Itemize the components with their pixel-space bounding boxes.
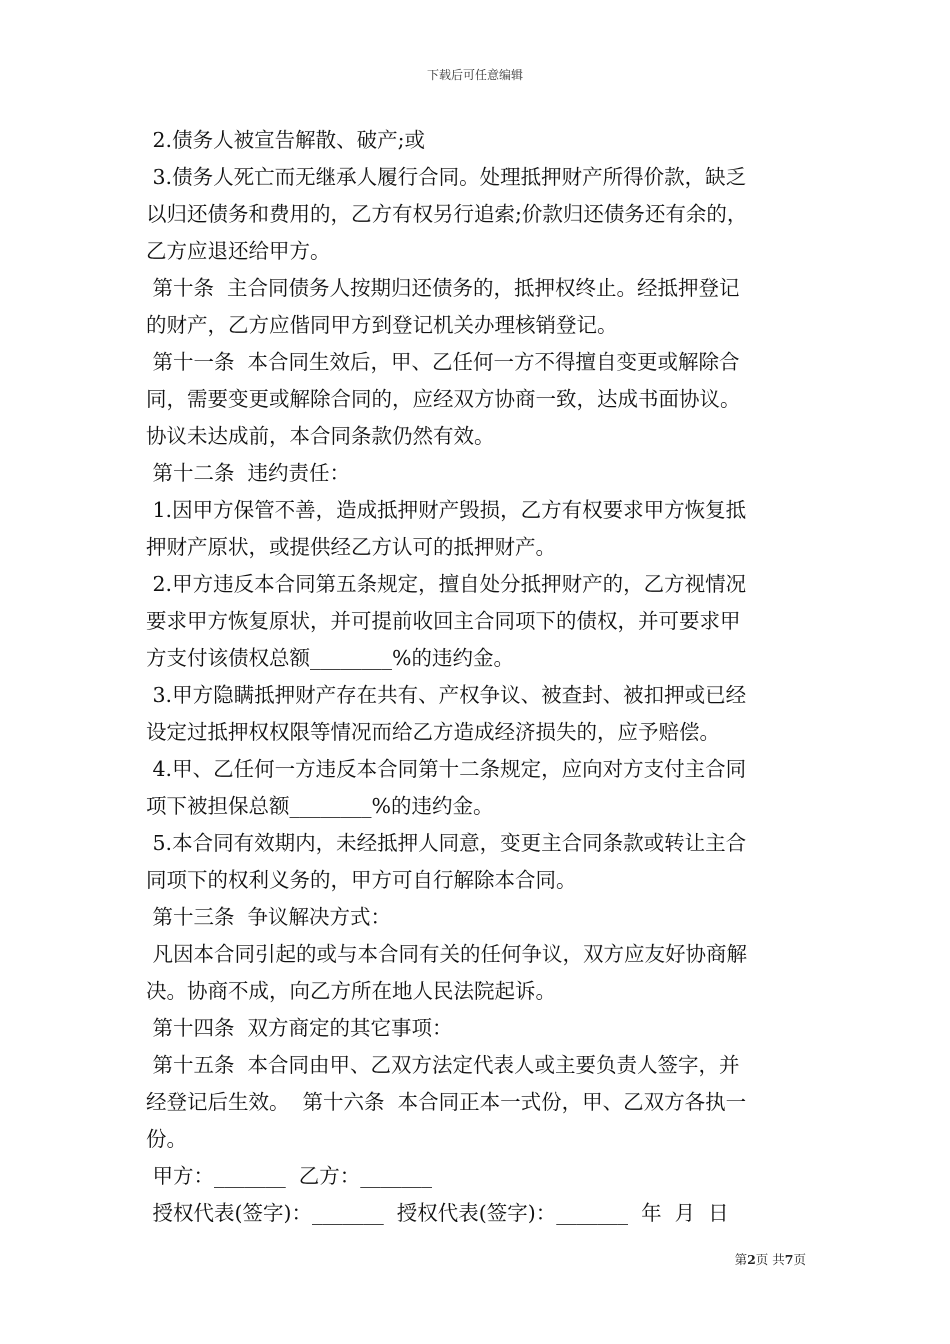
body-line: 第十一条 本合同生效后，甲、乙任何一方不得擅自变更或解除合 <box>146 350 740 374</box>
body-line: 第十四条 双方商定的其它事项： <box>146 1016 453 1040</box>
body-line: 第十五条 本合同由甲、乙双方法定代表人或主要负责人签字，并 <box>146 1053 740 1077</box>
document-body <box>146 122 806 1232</box>
body-line: 的财产，乙方应偕同甲方到登记机关办理核销登记。 <box>146 313 618 337</box>
body-line: 4.甲、乙任何一方违反本合同第十二条规定，应向对方支付主合同 <box>146 757 747 781</box>
body-line: 2.债务人被宣告解散、破产;或 <box>146 128 425 152</box>
body-line: 第十三条 争议解决方式： <box>146 905 392 929</box>
page-number <box>735 1250 806 1268</box>
body-line: 1.因甲方保管不善，造成抵押财产毁损，乙方有权要求甲方恢复抵 <box>146 498 747 522</box>
body-line: 设定过抵押权权限等情况而给乙方造成经济损失的，应予赔偿。 <box>146 720 720 744</box>
signature-line: 授权代表(签字)：_______ 授权代表(签字)：_______ 年 月 日 <box>146 1201 729 1225</box>
current-page: 2 <box>747 1252 756 1267</box>
page-number-suffix: 页 <box>793 1252 806 1267</box>
body-line: 份。 <box>146 1127 187 1151</box>
body-line: 第十二条 违约责任： <box>146 461 351 485</box>
signature-line: 甲方：_______ 乙方：_______ <box>146 1164 433 1188</box>
body-line: 乙方应退还给甲方。 <box>146 239 331 263</box>
body-line: 5.本合同有效期内，未经抵押人同意，变更主合同条款或转让主合 <box>146 831 747 855</box>
body-line: 押财产原状，或提供经乙方认可的抵押财产。 <box>146 535 556 559</box>
body-line: 3.债务人死亡而无继承人履行合同。处理抵押财产所得价款，缺乏 <box>146 165 747 189</box>
body-line: 要求甲方恢复原状，并可提前收回主合同项下的债权，并可要求甲 <box>146 609 741 633</box>
page-number-prefix: 第 <box>734 1252 748 1267</box>
body-line: 方支付该债权总额________%的违约金。 <box>146 646 514 670</box>
body-line: 经登记后生效。 第十六条 本合同正本一式份，甲、乙双方各执一 <box>146 1090 747 1114</box>
body-line: 2.甲方违反本合同第五条规定，擅自处分抵押财产的，乙方视情况 <box>146 572 747 596</box>
body-line: 以归还债务和费用的，乙方有权另行追索;价款归还债务还有余的， <box>146 202 748 226</box>
total-pages: 7 <box>784 1252 794 1267</box>
body-line: 3.甲方隐瞒抵押财产存在共有、产权争议、被查封、被扣押或已经 <box>146 683 747 707</box>
page-number-middle: 页 共 <box>755 1252 785 1267</box>
body-line: 决。协商不成，向乙方所在地人民法院起诉。 <box>146 979 556 1003</box>
body-line: 凡因本合同引起的或与本合同有关的任何争议，双方应友好协商解 <box>146 942 748 966</box>
body-line: 第十条 主合同债务人按期归还债务的，抵押权终止。经抵押登记 <box>146 276 740 300</box>
page-header: 下载后可任意编辑 <box>426 68 523 82</box>
body-line: 同，需要变更或解除合同的，应经双方协商一致，达成书面协议。 <box>146 387 741 411</box>
body-line: 协议未达成前，本合同条款仍然有效。 <box>146 424 495 448</box>
body-line: 同项下的权利义务的，甲方可自行解除本合同。 <box>146 868 577 892</box>
body-line: 项下被担保总额________%的违约金。 <box>146 794 494 818</box>
